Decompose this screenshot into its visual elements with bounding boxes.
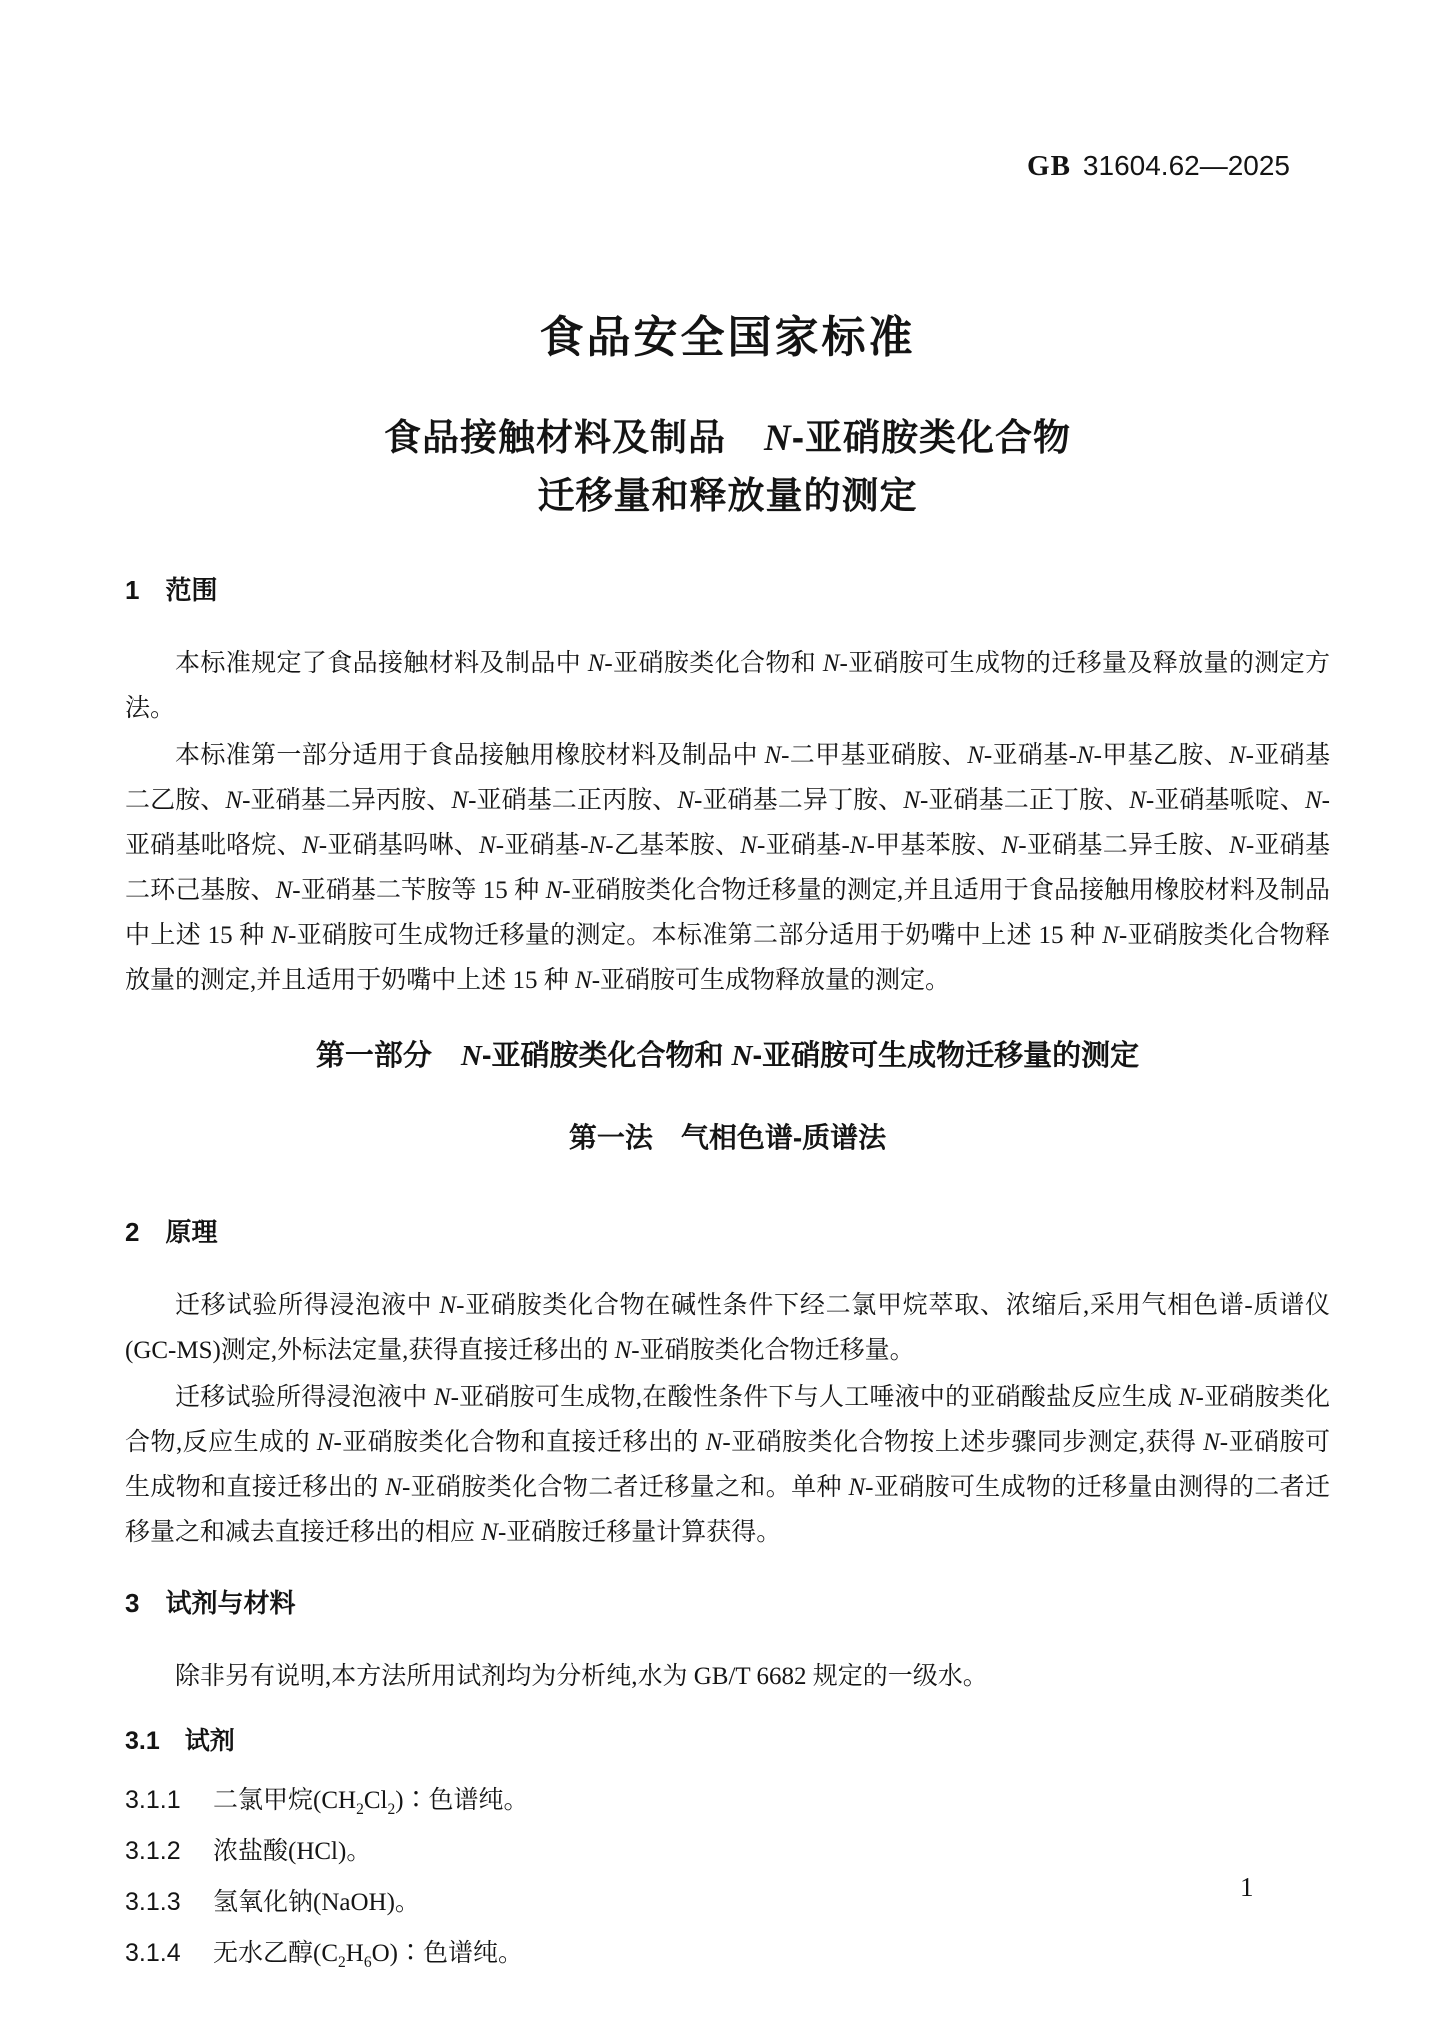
section-heading-scope: 1 范围 <box>125 575 218 605</box>
scope-paragraph-2: 本标准第一部分适用于食品接触用橡胶材料及制品中 N-二甲基亚硝胺、N-亚硝基-N-甲基乙胺、N-亚硝基二乙胺、N-亚硝基二异丙胺、N-亚硝基二正丙胺、N-亚硝基二异丁胺、N-亚硝基二正丁胺、N-亚硝基哌啶、N-亚硝基吡咯烷、N-亚硝基吗啉、N-亚硝基-N-乙基苯胺、N-亚硝基-N-甲基苯胺、N-亚硝基二异壬胺、N-亚硝基二环己基胺、N-亚硝基二苄胺等 15 种 N-亚硝胺类化合物迁移量的测定,并且适用于食品接触用橡胶材料及制品中上述 15 种 N-亚硝胺可生成物迁移量的测定。本标准第二部分适用于奶嘴中上述 15 种 N-亚硝胺类化合物释放量的测定,并且适用于奶嘴中上述 15 种 N-亚硝胺可生成物释放量的测定。 <box>125 742 1331 994</box>
page-content <box>0 301 1445 1979</box>
document-title: 食品安全国家标准 <box>539 313 916 362</box>
section-heading-reagents: 3 试剂与材料 <box>125 1588 296 1618</box>
reagent-item <box>125 1877 1330 1928</box>
subsection-heading-reagents: 3.1 试剂 <box>125 1727 235 1755</box>
reagent-item-number: 3.1.3 <box>125 1888 181 1916</box>
reagent-item <box>125 1928 1330 1979</box>
reagents-intro-paragraph: 除非另有说明,本方法所用试剂均为分析纯,水为 GB/T 6682 规定的一级水。 <box>175 1663 988 1690</box>
standard-code-header <box>0 0 1445 183</box>
reagent-list <box>125 1775 1330 1979</box>
method1-heading: 第一法 气相色谱-质谱法 <box>568 1122 887 1153</box>
page-number: 1 <box>1240 1872 1254 1902</box>
standard-code-number: 31604.62—2025 <box>1082 150 1290 181</box>
principle-paragraph-1: 迁移试验所得浸泡液中 N-亚硝胺类化合物在碱性条件下经二氯甲烷萃取、浓缩后,采用气相色谱-质谱仪(GC-MS)测定,外标法定量,获得直接迁移出的 N-亚硝胺类化合物迁移量。 <box>125 1292 1330 1364</box>
principle-paragraph-2: 迁移试验所得浸泡液中 N-亚硝胺可生成物,在酸性条件下与人工唾液中的亚硝酸盐反应生成 N-亚硝胺类化合物,反应生成的 N-亚硝胺类化合物和直接迁移出的 N-亚硝胺类化合物按上述步骤同步测定,获得 N-亚硝胺可生成物和直接迁移出的 N-亚硝胺类化合物二者迁移量之和。单种 N-亚硝胺可生成物的迁移量由测得的二者迁移量之和减去直接迁移出的相应 N-亚硝胺迁移量计算获得。 <box>125 1384 1331 1546</box>
reagent-item-number: 3.1.1 <box>125 1786 181 1814</box>
reagent-item-text: 氢氧化钠(NaOH)。 <box>213 1889 420 1916</box>
document-subtitle <box>125 409 1330 524</box>
scope-paragraph-1: 本标准规定了食品接触材料及制品中 N-亚硝胺类化合物和 N-亚硝胺可生成物的迁移量及释放量的测定方法。 <box>125 650 1330 722</box>
section-heading-principle: 2 原理 <box>125 1217 218 1247</box>
reagent-item-text: 无水乙醇$(C_2H_6O)∶$色谱纯。 <box>213 1940 523 1971</box>
subtitle-line-1: 食品接触材料及制品 N-亚硝胺类化合物 <box>383 417 1072 459</box>
standard-code-prefix: GB <box>1027 150 1071 182</box>
reagent-item <box>125 1826 1330 1877</box>
reagent-item-number: 3.1.4 <box>125 1939 181 1967</box>
reagent-item-text: 二氯甲烷$(CH_2Cl_2)∶$色谱纯。 <box>213 1787 529 1818</box>
subtitle-line-2: 迁移量和释放量的测定 <box>537 475 918 516</box>
reagent-item-text: 浓盐酸(HCl)。 <box>213 1838 372 1865</box>
reagent-item <box>125 1775 1330 1826</box>
part1-heading: 第一部分 N-亚硝胺类化合物和 N-亚硝胺可生成物迁移量的测定 <box>315 1040 1140 1072</box>
reagent-item-number: 3.1.2 <box>125 1837 181 1865</box>
